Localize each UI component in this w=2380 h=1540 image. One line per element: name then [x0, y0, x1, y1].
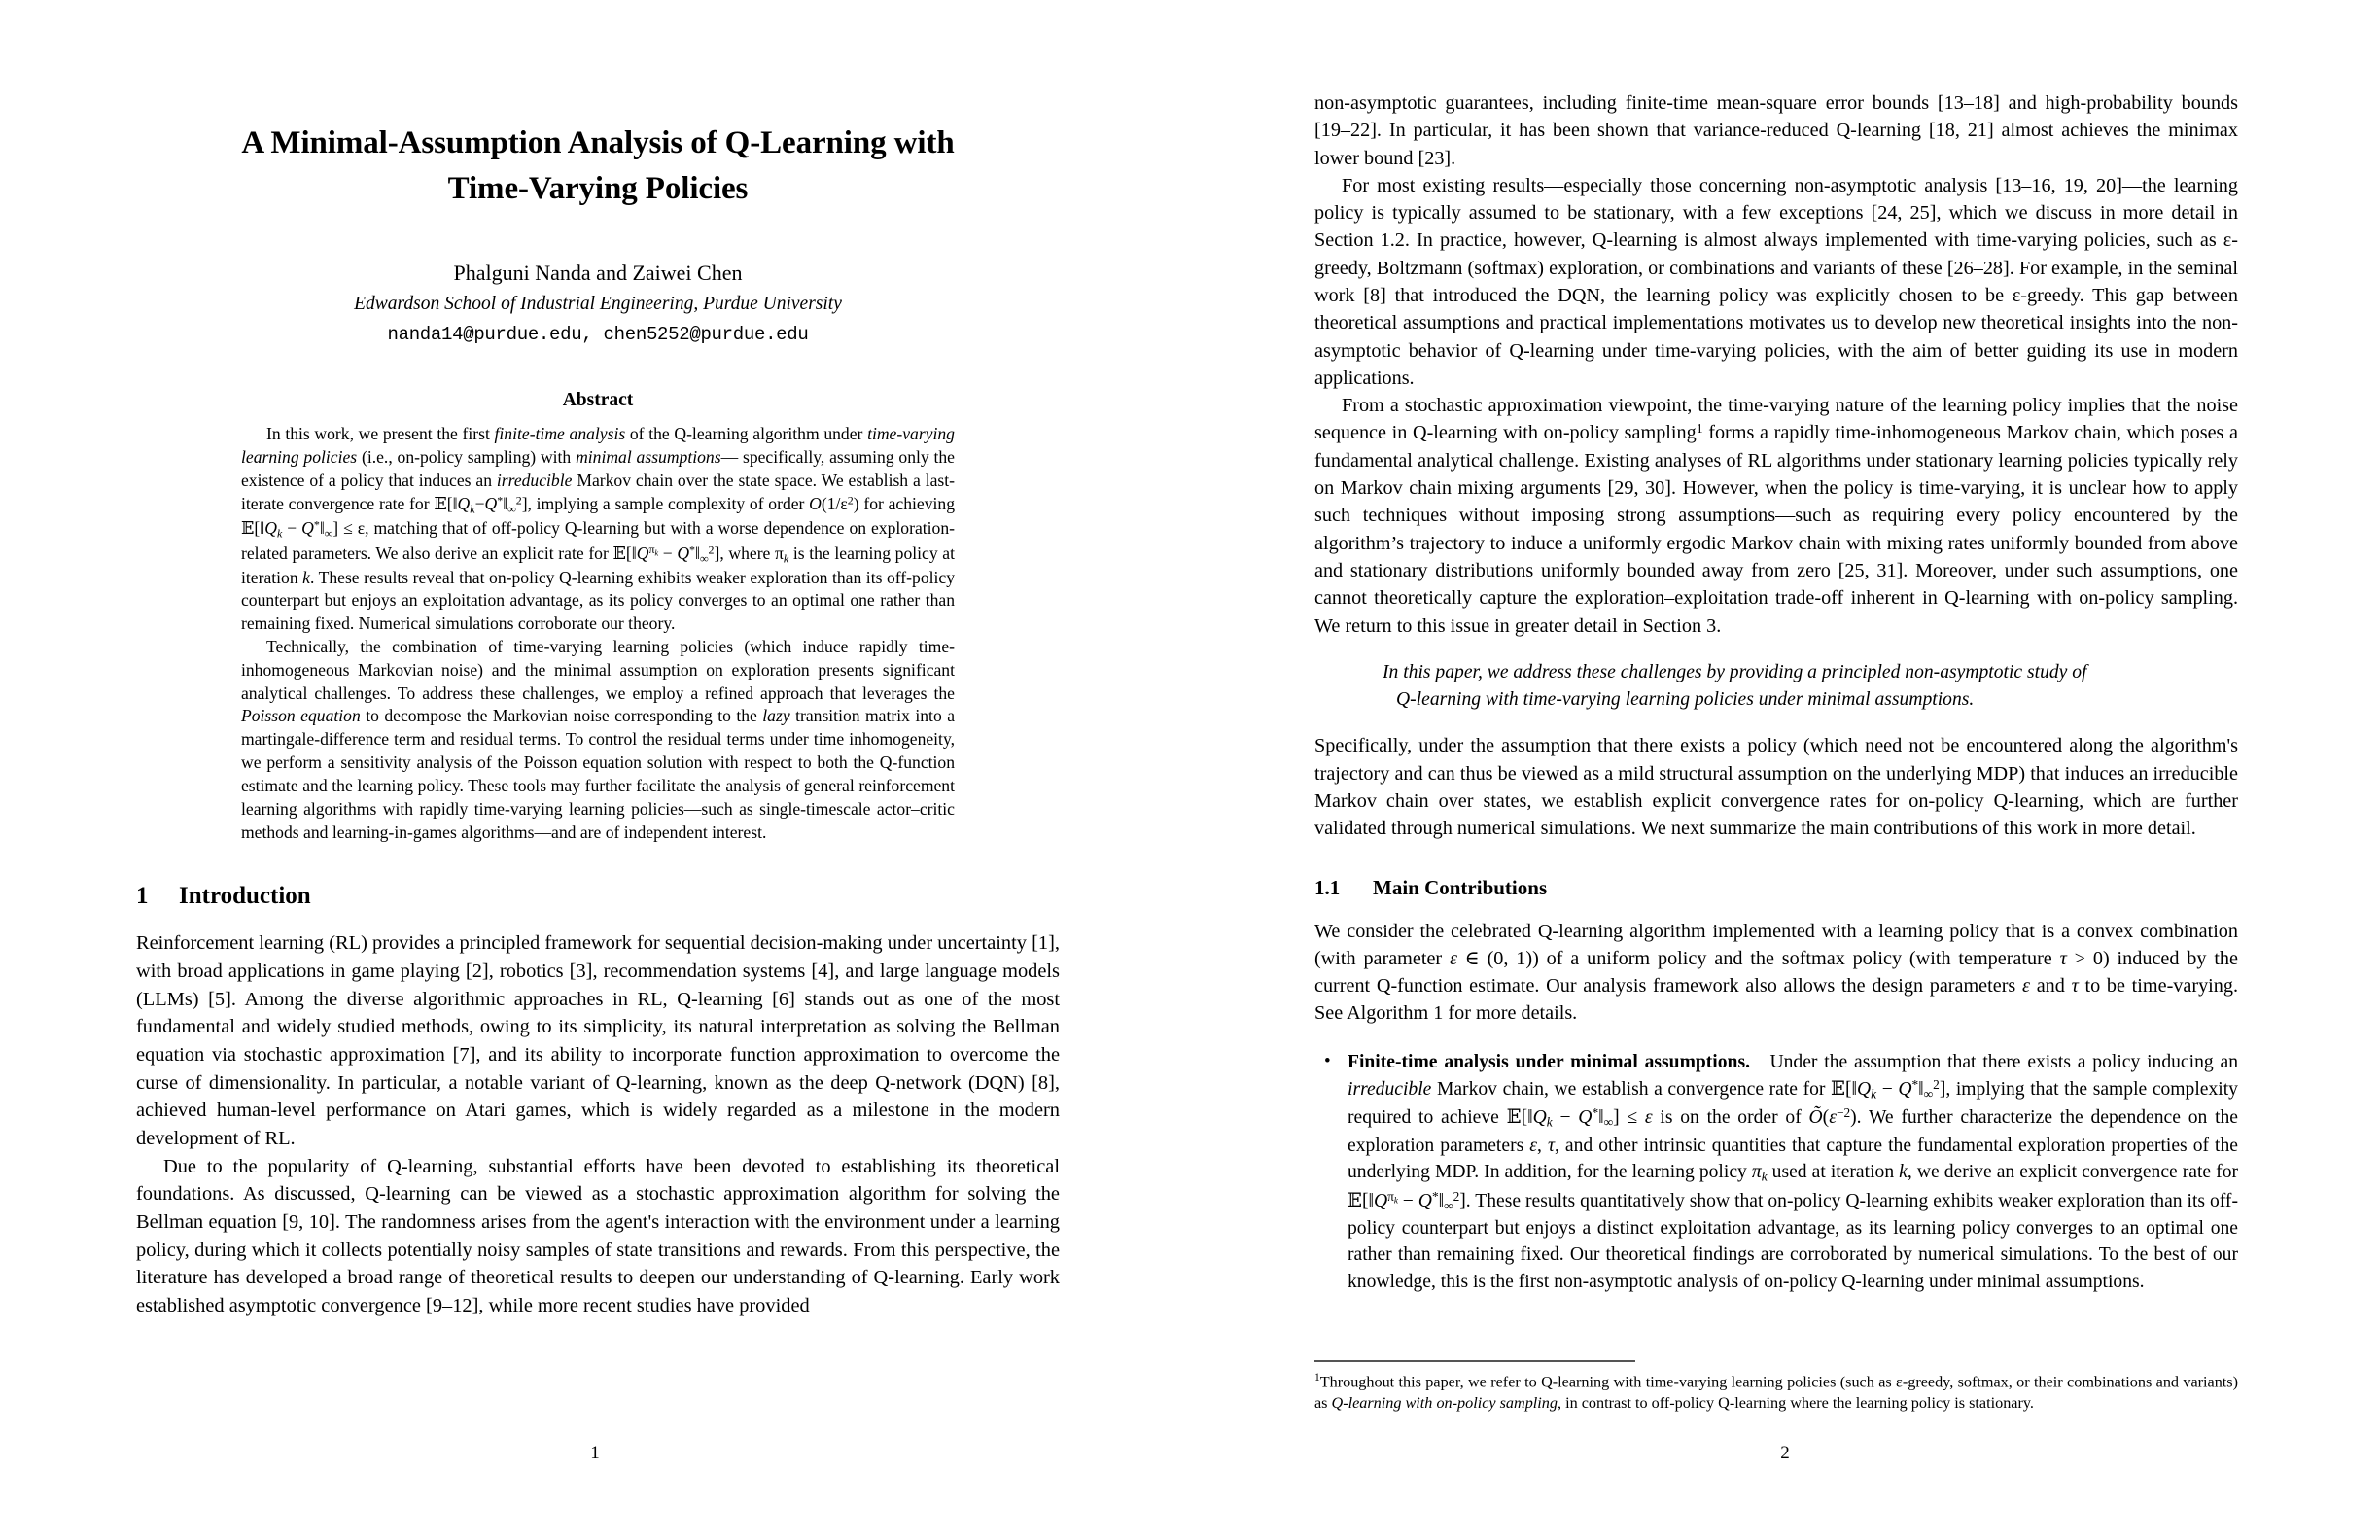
section-heading-introduction — [136, 883, 1060, 910]
footnote-rule — [1314, 1360, 1635, 1362]
highlight-quote — [1314, 659, 2238, 714]
footnote-part-2: , in contrast to off-policy Q-learning where the learning policy is stationary. — [1557, 1393, 2034, 1412]
contributions-list — [1314, 1049, 2238, 1296]
quote-line-2: Q-learning with time-varying learning policies under minimal assumptions. — [1396, 688, 1975, 710]
page-2 — [1190, 0, 2380, 1540]
quote-line-1: In this paper, we address these challenges by providing a principled non-asymptotic study of — [1382, 661, 2087, 682]
page-number-right: 2 — [1780, 1443, 1790, 1463]
footnote-marker: 1 — [1314, 1371, 1320, 1383]
footnote-area — [1314, 1360, 2238, 1414]
title-line-2: Time-Varying Policies — [447, 170, 749, 206]
bullet-marker: • — [1324, 1050, 1331, 1071]
affiliation: Edwardson School of Industrial Engineering, Purdue University — [354, 294, 842, 315]
abstract-section — [241, 390, 955, 844]
footnote-part-1: Throughout this paper, we refer to Q-learning with time-varying learning policies (such as ε-greedy, softmax, or their combinations and variants) as — [1314, 1372, 2238, 1412]
intro-paragraph-continued: non-asymptotic guarantees, including finite-time mean-square error bounds [13–18] and high-probability bounds [19–22]. In particular, it has been shown that variance-reduced Q-learning [18, 21] almost achieves the minimax lower bound [23]. — [1314, 92, 2238, 169]
page-title — [185, 121, 1011, 212]
intro-paragraph-1: Reinforcement learning (RL) provides a principled framework for sequential decision-making under uncertainty [1], with broad applications in game playing [2], robotics [3], recommendation systems [4], and large language models (LLMs) [5]. Among the diverse algorithmic approaches in RL, Q-learning [6] stands out as one of the most fundamental and widely studied methods, owing to its simplicity, its natural interpretation as solving the Bellman equation via stochastic approximation [7], and its ability to incorporate function approximation to overcome the curse of dimensionality. In particular, a notable variant of Q-learning, known as the deep Q-network (DQN) [8], achieved human-level performance on Atari games, which is widely regarded as a milestone in the modern development of RL. — [136, 932, 1060, 1150]
page-1-body — [136, 93, 1060, 1425]
page-number-left: 1 — [590, 1443, 600, 1463]
abstract-paragraph-1: In this work, we present the first finite-time analysis of the Q-learning algorithm under time-varying learning policies (i.e., on-policy sampling) with minimal assumptions— specifically, assuming only the existence of a policy that induces an irreducible Markov chain over the state space. We establish a last-iterate convergence rate for $𝔼[‖Q_k-Q^*‖_\infty^2]$, implying a sample complexity of order $O(1/\varepsilon^2)$ for achieving $𝔼[‖Q_k$ − $Q^*‖_\infty] \le \varepsilon$, matching that of off-policy Q-learning but with a worse dependence on exploration-related parameters. We also derive an explicit rate for $𝔼[‖Q^{\pi_k}$ − $Q^*‖_\infty^2$], where $\pi_k$ is the learning policy at iteration k. These results reveal that on-policy Q-learning exhibits weaker exploration than its off-policy counterpart but enjoys an exploitation advantage, as its policy converges to an optimal one rather than remaining fixed. Numerical simulations corroborate our theory. — [241, 424, 955, 634]
abstract-paragraph-2: Technically, the combination of time-varying learning policies (which induce rapidly time-inhomogeneous Markovian noise) and the minimal assumption on exploration presents significant analytical challenges. To address these challenges, we employ a refined approach that leverages the Poisson equation to decompose the Markovian noise corresponding to the lazy transition matrix into a martingale-difference term and residual terms. To control the residual terms under time inhomogeneity, we perform a sensitivity analysis of the Poisson equation solution with respect to both the Q-function estimate and the learning policy. These tools may further facilitate the analysis of general reinforcement learning algorithms with rapidly time-varying learning policies—such as single-timescale actor–critic methods and learning-in-games algorithms—and are of independent interest. — [241, 636, 956, 842]
subsection-title: Main Contributions — [1373, 875, 1548, 899]
abstract-heading: Abstract — [562, 390, 634, 411]
contribution-body: Under the assumption that there exists a policy inducing an irreducible Markov chain, we establish a convergence rate for $𝔼[‖Q_k$ − $Q^*‖_\infty^2$], implying that the sample complexity required to achieve $𝔼[‖Q_k$ − $Q^*‖_\infty] \le \varepsilon$ is on the order of $Õ(\varepsilon^{-2})$. We further characterize the dependence on the exploration parameters ε, τ, and other intrinsic quantities that capture the fundamental exploration properties of the underlying MDP. In addition, for the learning policy $\pi_k$ used at iteration k, we derive an explicit convergence rate for $𝔼[‖Q^{\pi_k}$ − $Q^*‖_\infty^2$]. These results quantitatively show that on-policy Q-learning exhibits weaker exploration than its off-policy counterpart but enjoys a distinct exploitation advantage, as its learning policy converges to an optimal one rather than remaining fixed. Our theoretical findings are corroborated by numerical simulations. To the best of our knowledge, this is the first non-asymptotic analysis of on-policy Q-learning under minimal assumptions. — [1348, 1051, 2239, 1292]
page-2-body — [1314, 89, 2238, 1421]
section-heading-main-contributions — [1314, 876, 2238, 900]
intro-paragraph-3: For most existing results—especially those concerning non-asymptotic analysis [13–16, 19, 20]—the learning policy is typically assumed to be stationary, with a few exceptions [24, 25], which we discuss in more detail in Section 1.2. In practice, however, Q-learning is almost always implemented with time-varying policies, such as ε-greedy, Boltzmann (softmax) exploration, or combinations and variants of these [26–28]. For example, in the seminal work [8] that introduced the DQN, the learning policy was explicitly chosen to be ε-greedy. This gap between theoretical assumptions and practical implementations motivates us to develop new theoretical insights into the non-asymptotic behavior of Q-learning under time-varying policies, with the aim of better guiding its use in modern applications. — [1314, 174, 2238, 389]
author-list: Phalguni Nanda and Zaiwei Chen — [453, 260, 743, 285]
intro-paragraph-4: From a stochastic approximation viewpoint, the time-varying nature of the learning policy implies that the noise sequence in Q-learning with on-policy sampling$^1$ forms a rapidly time-inhomogeneous Markov chain, which poses a fundamental analytical challenge. Existing analyses of RL algorithms under stationary learning policies typically rely on Markov chain mixing arguments [29, 30]. However, when the policy is time-varying, it is unclear how to apply such techniques without imposing strong assumptions—such as requiring every policy encountered by the algorithm’s trajectory to induce a uniformly ergodic Markov chain with mixing rates uniformly bounded from above and stationary distributions uniformly bounded away from zero [25, 31]. Moreover, under such assumptions, one cannot theoretically capture the exploration–exploitation trade-off inherent in Q-learning with on-policy sampling. We return to this issue in greater detail in Section 3. — [1314, 395, 2239, 637]
contribution-lead: Finite-time analysis under minimal assumptions. — [1348, 1051, 1750, 1072]
section-number: 1 — [136, 883, 149, 910]
intro-paragraph-5: Specifically, under the assumption that there exists a policy (which need not be encountered along the algorithm's trajectory and can thus be viewed as a mild structural assumption on the underlying MDP) that induces an irreducible Markov chain over states, we establish explicit convergence rates for on-policy Q-learning, which are further validated through numerical simulations. We next summarize the main contributions of this work in more detail. — [1314, 735, 2238, 840]
footnote-text — [1314, 1371, 2238, 1414]
intro-paragraph-2: Due to the popularity of Q-learning, substantial efforts have been devoted to establishing its theoretical foundations. As discussed, Q-learning can be viewed as a stochastic approximation algorithm for solving the Bellman equation [9, 10]. The randomness arises from the agent's interaction with the environment under a learning policy, during which it collects potentially noisy samples of state transitions and rewards. From this perspective, the literature has developed a broad range of theoretical results to deepen our understanding of Q-learning. Early work established asymptotic convergence [9–12], while more recent studies have provided — [136, 1155, 1060, 1316]
contrib-intro-paragraph: We consider the celebrated Q-learning algorithm implemented with a learning policy that is a convex combination (with parameter ε ∈ (0, 1)) of a uniform policy and the softmax policy (with temperature τ > 0) induced by the current Q-function estimate. Our analysis framework also allows the design parameters ε and τ to be time-varying. See Algorithm 1 for more details. — [1314, 920, 2239, 1025]
section-title: Introduction — [179, 883, 311, 910]
footnote-italic-term: Q-learning with on-policy sampling — [1331, 1393, 1558, 1412]
author-emails: nanda14@purdue.edu, chen5252@purdue.edu — [387, 324, 809, 346]
list-item — [1314, 1049, 2238, 1296]
title-line-1: A Minimal-Assumption Analysis of Q-Learning with — [241, 125, 955, 160]
subsection-number: 1.1 — [1314, 875, 1341, 899]
